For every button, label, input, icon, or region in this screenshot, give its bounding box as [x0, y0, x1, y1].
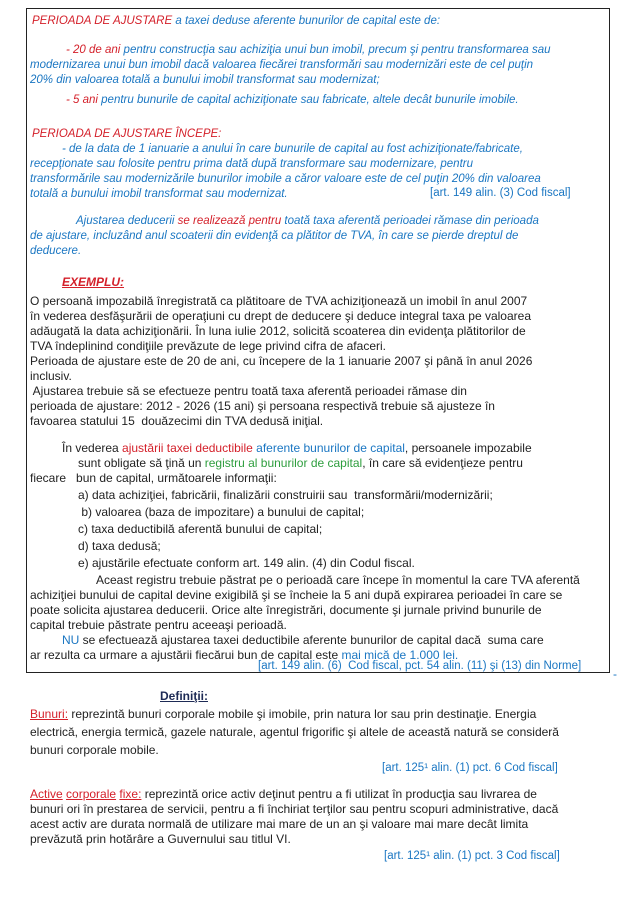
register-retention-l3: poate solicita ajustarea deducerii. Orice alte înregistrări, documente şi jurnale privind bunurile de [30, 603, 542, 617]
def-goods-l1: Bunuri: reprezintă bunuri corporale mobile şi imobile, prin natura lor sau prin destinaţie. Energia [30, 707, 537, 721]
example-l5: Perioada de ajustare este de 20 de ani, cu începere de la 1 ianuarie 2007 şi până în anul 2026 [30, 354, 533, 368]
register-retention-l2: achiziţiei bunului de capital devine exigibilă şi se încheie la 5 ani după expirarea perioadei în care se [30, 588, 563, 602]
start-l1: - de la data de 1 ianuarie a anului în care bunurile de capital au fost achiziţionate/fabricate, [62, 143, 523, 155]
adjustment-start-heading: PERIOADA DE AJUSTARE ÎNCEPE: [32, 128, 222, 140]
register-item-b: b) valoarea (baza de impozitare) a bunului de capital; [78, 505, 365, 519]
register-retention-l1: Aceast registru trebuie păstrat pe o perioadă care începe în momentul la care TVA aferentă [96, 573, 580, 587]
reference-art-149-3: [art. 149 alin. (3) Cod fiscal] [430, 187, 571, 199]
period-5-years: - 5 ani pentru bunurile de capital achiziţionate sau fabricate, altele decât bunurile imobile. [66, 94, 519, 106]
threshold-l2: ar rezulta ca urmare a ajustării fiecărui bun de capital este mai mică de 1.000 lei. [30, 648, 459, 662]
start-l2: recepţionate sau folosite pentru prima dată după transformare sau modernizare, pentru [30, 158, 474, 170]
adjustment-period-line: PERIOADA DE AJUSTARE a taxei deduse aferente bunurilor de capital este de: [32, 15, 441, 27]
def-goods-l2: electrică, energia termică, gazele naturale, agentul frigorific şi altele de această natură se consideră [30, 725, 559, 739]
register-item-d: d) taxa dedusă; [78, 539, 161, 553]
example-l9: favoarea statului 15 douăzecimi din TVA dedusă iniţial. [30, 414, 324, 428]
trailing-dash: - [613, 667, 617, 681]
register-l3: fiecare bun de capital, următoarele informaţii: [30, 471, 277, 485]
def-fixed-assets-l2: bunuri ori în prestarea de servicii, pentru a fi închiriat terţilor sau pentru scopuri administrative, dacă [30, 802, 559, 816]
example-heading: EXEMPLU: [62, 275, 125, 289]
reference-art-125-6: [art. 125¹ alin. (1) pct. 6 Cod fiscal] [382, 762, 558, 774]
adjustment-paragraph-l3: deducere. [30, 245, 82, 257]
threshold-l1: NU se efectuează ajustarea taxei deductibile aferente bunurilor de capital dacă suma care [62, 633, 544, 647]
register-l2: sunt obligate să ţină un registru al bunurilor de capital, în care să evidenţieze pentru [78, 456, 523, 470]
example-l4: TVA îndeplinind condiţiile prevăzute de lege privind cifra de afaceri. [30, 339, 386, 353]
example-l3: adăugată la data achiziţionării. În luna iulie 2012, solicită scoaterea din evidenţa plătitorilor de [30, 324, 526, 338]
adjustment-period-heading: PERIOADA DE AJUSTARE [32, 15, 173, 27]
example-l7: Ajustarea trebuie să se efectueze pentru toată taxa aferentă perioadei rămase din [30, 384, 467, 398]
example-l6: inclusiv. [30, 369, 72, 383]
start-l3: transformările sau modernizările bunurilor imobile a căror valoare este de cel puţin 20% din valoarea [30, 173, 541, 185]
adjustment-paragraph-l2: de ajustare, incluzând anul scoaterii din evidenţă ca plătitor de TVA, în care se pierde dreptul de [30, 230, 519, 242]
def-fixed-assets-l3: acest activ are durata normală de utilizare mai mare de un an şi valoare mai mare decât limita [30, 817, 529, 831]
def-goods-l3: bunuri corporale mobile. [30, 743, 159, 757]
def-fixed-assets-l1: Active corporale fixe: reprezintă orice activ deţinut pentru a fi utilizat în producţia sau livrarea de [30, 787, 537, 801]
period-20-years-l3: 20% din valoarea totală a bunului imobil transformat sau modernizat; [30, 74, 380, 86]
example-l1: O persoană impozabilă înregistrată ca plătitoare de TVA achiziţionează un imobil în anul 2007 [30, 294, 528, 308]
def-goods-term: Bunuri: [30, 707, 69, 721]
register-l1: În vederea ajustării taxei deductibile aferente bunurilor de capital, persoanele impozabile [62, 441, 532, 455]
reference-art-125-3: [art. 125¹ alin. (1) pct. 3 Cod fiscal] [384, 850, 560, 862]
reference-art-149-6: [art. 149 alin. (6) Cod fiscal, pct. 54 alin. (11) şi (13) din Norme] [258, 660, 582, 672]
definitions-heading: Definiţii: [160, 689, 208, 703]
period-20-years: - 20 de ani pentru construcţia sau achiziţia unui bun imobil, precum şi pentru transformarea sau [66, 44, 551, 56]
example-l2: în vederea desfăşurării de operaţiuni cu drept de deducere şi deduce integral taxa pe valoarea [30, 309, 531, 323]
start-l4: totală a bunului imobil transformat sau modernizat. [30, 188, 288, 200]
register-item-a: a) data achiziţiei, fabricării, finalizării construirii sau transformării/modernizării; [78, 488, 493, 502]
def-fixed-assets-l4: prevăzută prin hotărâre a Guvernului sau titlul VI. [30, 832, 291, 846]
example-l8: perioada de ajustare: 2012 - 2026 (15 ani) şi persoana respectivă trebuie să ajusteze în [30, 399, 495, 413]
register-item-c: c) taxa deductibilă aferentă bunului de capital; [78, 522, 323, 536]
register-item-e: e) ajustările efectuate conform art. 149 alin. (4) din Codul fiscal. [78, 556, 415, 570]
adjustment-paragraph: Ajustarea deducerii se realizează pentru toată taxa aferentă perioadei rămase din perioada [76, 215, 539, 227]
period-20-years-l2: modernizarea unui bun imobil dacă valoarea fiecărei transformări sau modernizări este de cel puţin [30, 59, 534, 71]
register-retention-l4: capital trebuie păstrate pentru aceeaşi perioadă. [30, 618, 287, 632]
